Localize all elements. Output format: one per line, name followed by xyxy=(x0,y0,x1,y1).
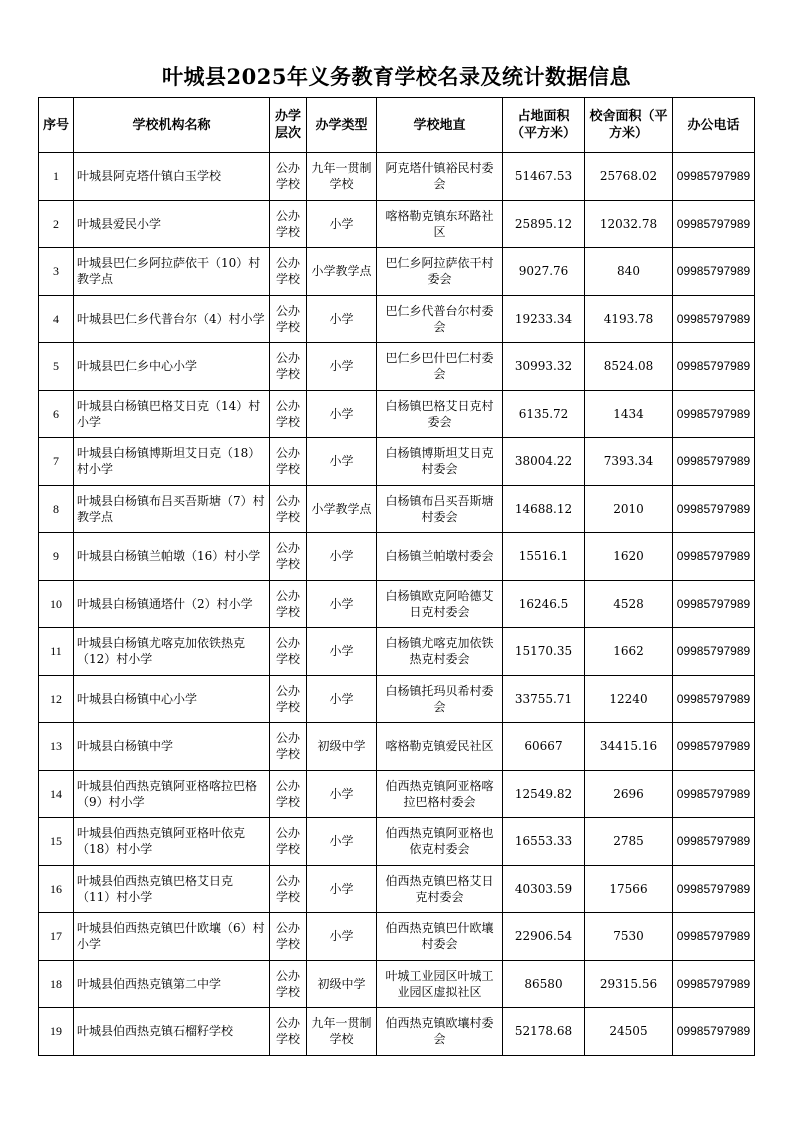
cell-phone: 09985797989 xyxy=(673,770,755,818)
table-row xyxy=(39,390,755,438)
cell-address: 白杨镇博斯坦艾日克村委会 xyxy=(377,438,503,486)
cell-index: 11 xyxy=(39,628,74,676)
cell-address: 白杨镇巴格艾日克村委会 xyxy=(377,390,503,438)
cell-level: 公办学校 xyxy=(270,723,307,771)
cell-address: 巴仁乡巴什巴仁村委会 xyxy=(377,343,503,391)
cell-index: 3 xyxy=(39,248,74,296)
cell-type: 初级中学 xyxy=(307,723,377,771)
page-title: 叶城县2025年义务教育学校名录及统计数据信息 xyxy=(162,64,631,89)
cell-level: 公办学校 xyxy=(270,485,307,533)
cell-level: 公办学校 xyxy=(270,153,307,201)
table-row xyxy=(39,343,755,391)
cell-address: 阿克塔什镇裕民村委会 xyxy=(377,153,503,201)
cell-type: 小学 xyxy=(307,580,377,628)
cell-level: 公办学校 xyxy=(270,248,307,296)
table-row xyxy=(39,438,755,486)
cell-level: 公办学校 xyxy=(270,200,307,248)
table-row xyxy=(39,153,755,201)
cell-building-area: 17566 xyxy=(585,865,673,913)
table-row xyxy=(39,295,755,343)
cell-index: 18 xyxy=(39,960,74,1008)
cell-address: 喀格勒克镇爱民社区 xyxy=(377,723,503,771)
cell-type: 小学 xyxy=(307,865,377,913)
cell-phone: 09985797989 xyxy=(673,960,755,1008)
cell-type: 小学 xyxy=(307,533,377,581)
cell-address: 白杨镇尤喀克加依铁热克村委会 xyxy=(377,628,503,676)
cell-phone: 09985797989 xyxy=(673,248,755,296)
cell-phone: 09985797989 xyxy=(673,1008,755,1056)
cell-address: 白杨镇兰帕墩村委会 xyxy=(377,533,503,581)
cell-school-name: 叶城县巴仁乡代普台尔（4）村小学 xyxy=(74,295,270,343)
cell-index: 13 xyxy=(39,723,74,771)
cell-school-name: 叶城县伯西热克镇巴格艾日克（11）村小学 xyxy=(74,865,270,913)
cell-land-area: 40303.59 xyxy=(503,865,585,913)
cell-phone: 09985797989 xyxy=(673,628,755,676)
cell-type: 小学 xyxy=(307,628,377,676)
cell-school-name: 叶城县巴仁乡阿拉萨依干（10）村教学点 xyxy=(74,248,270,296)
cell-phone: 09985797989 xyxy=(673,865,755,913)
cell-index: 16 xyxy=(39,865,74,913)
cell-school-name: 叶城县爱民小学 xyxy=(74,200,270,248)
table-row xyxy=(39,485,755,533)
cell-address: 白杨镇托玛贝希村委会 xyxy=(377,675,503,723)
cell-phone: 09985797989 xyxy=(673,723,755,771)
table-row xyxy=(39,248,755,296)
cell-index: 8 xyxy=(39,485,74,533)
cell-land-area: 14688.12 xyxy=(503,485,585,533)
cell-phone: 09985797989 xyxy=(673,295,755,343)
header-row xyxy=(39,98,755,153)
cell-index: 12 xyxy=(39,675,74,723)
cell-building-area: 1620 xyxy=(585,533,673,581)
cell-school-name: 叶城县巴仁乡中心小学 xyxy=(74,343,270,391)
cell-school-name: 叶城县伯西热克镇阿亚格叶依克（18）村小学 xyxy=(74,818,270,866)
cell-address: 伯西热克镇巴什欧壤村委会 xyxy=(377,913,503,961)
cell-school-name: 叶城县伯西热克镇石榴籽学校 xyxy=(74,1008,270,1056)
cell-index: 2 xyxy=(39,200,74,248)
cell-building-area: 2696 xyxy=(585,770,673,818)
cell-phone: 09985797989 xyxy=(673,343,755,391)
cell-land-area: 16246.5 xyxy=(503,580,585,628)
cell-school-name: 叶城县白杨镇中学 xyxy=(74,723,270,771)
header-address: 学校地直 xyxy=(377,98,503,153)
cell-building-area: 4193.78 xyxy=(585,295,673,343)
header-phone: 办公电话 xyxy=(673,98,755,153)
cell-school-name: 叶城县白杨镇巴格艾日克（14）村小学 xyxy=(74,390,270,438)
cell-building-area: 12240 xyxy=(585,675,673,723)
table-row xyxy=(39,628,755,676)
cell-land-area: 15170.35 xyxy=(503,628,585,676)
cell-building-area: 1434 xyxy=(585,390,673,438)
cell-level: 公办学校 xyxy=(270,580,307,628)
cell-index: 5 xyxy=(39,343,74,391)
cell-level: 公办学校 xyxy=(270,628,307,676)
cell-level: 公办学校 xyxy=(270,770,307,818)
header-index: 序号 xyxy=(39,98,74,153)
cell-land-area: 6135.72 xyxy=(503,390,585,438)
cell-land-area: 60667 xyxy=(503,723,585,771)
cell-index: 14 xyxy=(39,770,74,818)
cell-level: 公办学校 xyxy=(270,533,307,581)
header-type: 办学类型 xyxy=(307,98,377,153)
cell-building-area: 2010 xyxy=(585,485,673,533)
cell-building-area: 2785 xyxy=(585,818,673,866)
table-row xyxy=(39,960,755,1008)
cell-land-area: 30993.32 xyxy=(503,343,585,391)
cell-building-area: 1662 xyxy=(585,628,673,676)
cell-building-area: 25768.02 xyxy=(585,153,673,201)
cell-school-name: 叶城县伯西热克镇第二中学 xyxy=(74,960,270,1008)
cell-building-area: 34415.16 xyxy=(585,723,673,771)
cell-school-name: 叶城县阿克塔什镇白玉学校 xyxy=(74,153,270,201)
cell-land-area: 15516.1 xyxy=(503,533,585,581)
cell-index: 19 xyxy=(39,1008,74,1056)
cell-building-area: 12032.78 xyxy=(585,200,673,248)
cell-type: 小学 xyxy=(307,913,377,961)
cell-type: 小学 xyxy=(307,438,377,486)
cell-address: 叶城工业园区叶城工业园区虚拟社区 xyxy=(377,960,503,1008)
cell-type: 小学 xyxy=(307,390,377,438)
table-row xyxy=(39,1008,755,1056)
cell-index: 1 xyxy=(39,153,74,201)
cell-school-name: 叶城县白杨镇兰帕墩（16）村小学 xyxy=(74,533,270,581)
cell-type: 初级中学 xyxy=(307,960,377,1008)
cell-land-area: 25895.12 xyxy=(503,200,585,248)
cell-address: 巴仁乡阿拉萨依干村委会 xyxy=(377,248,503,296)
cell-school-name: 叶城县伯西热克镇巴什欧壤（6）村小学 xyxy=(74,913,270,961)
cell-school-name: 叶城县伯西热克镇阿亚格喀拉巴格（9）村小学 xyxy=(74,770,270,818)
cell-address: 伯西热克镇巴格艾日克村委会 xyxy=(377,865,503,913)
cell-level: 公办学校 xyxy=(270,438,307,486)
cell-address: 巴仁乡代普台尔村委会 xyxy=(377,295,503,343)
cell-index: 9 xyxy=(39,533,74,581)
cell-land-area: 86580 xyxy=(503,960,585,1008)
cell-land-area: 19233.34 xyxy=(503,295,585,343)
cell-level: 公办学校 xyxy=(270,390,307,438)
cell-index: 6 xyxy=(39,390,74,438)
cell-index: 10 xyxy=(39,580,74,628)
cell-land-area: 52178.68 xyxy=(503,1008,585,1056)
table-row xyxy=(39,533,755,581)
cell-level: 公办学校 xyxy=(270,818,307,866)
cell-phone: 09985797989 xyxy=(673,580,755,628)
header-land-area: 占地面积（平方米） xyxy=(503,98,585,153)
cell-address: 伯西热克镇阿亚格喀拉巴格村委会 xyxy=(377,770,503,818)
school-table xyxy=(38,97,755,1056)
cell-land-area: 16553.33 xyxy=(503,818,585,866)
cell-level: 公办学校 xyxy=(270,295,307,343)
table-row xyxy=(39,723,755,771)
cell-land-area: 9027.76 xyxy=(503,248,585,296)
cell-phone: 09985797989 xyxy=(673,438,755,486)
cell-address: 伯西热克镇阿亚格也依克村委会 xyxy=(377,818,503,866)
cell-type: 小学教学点 xyxy=(307,485,377,533)
cell-type: 小学 xyxy=(307,343,377,391)
cell-land-area: 22906.54 xyxy=(503,913,585,961)
cell-type: 小学 xyxy=(307,675,377,723)
cell-building-area: 840 xyxy=(585,248,673,296)
cell-phone: 09985797989 xyxy=(673,675,755,723)
cell-school-name: 叶城县白杨镇中心小学 xyxy=(74,675,270,723)
cell-phone: 09985797989 xyxy=(673,153,755,201)
header-building-area: 校舍面积（平方米） xyxy=(585,98,673,153)
table-row xyxy=(39,770,755,818)
cell-phone: 09985797989 xyxy=(673,200,755,248)
cell-type: 小学 xyxy=(307,818,377,866)
cell-level: 公办学校 xyxy=(270,343,307,391)
cell-type: 小学 xyxy=(307,295,377,343)
table-row xyxy=(39,818,755,866)
cell-building-area: 24505 xyxy=(585,1008,673,1056)
cell-type: 小学教学点 xyxy=(307,248,377,296)
cell-level: 公办学校 xyxy=(270,960,307,1008)
cell-building-area: 4528 xyxy=(585,580,673,628)
table-row xyxy=(39,913,755,961)
cell-phone: 09985797989 xyxy=(673,533,755,581)
cell-land-area: 33755.71 xyxy=(503,675,585,723)
cell-address: 伯西热克镇欧壤村委会 xyxy=(377,1008,503,1056)
cell-school-name: 叶城县白杨镇通塔什（2）村小学 xyxy=(74,580,270,628)
cell-level: 公办学校 xyxy=(270,675,307,723)
cell-level: 公办学校 xyxy=(270,1008,307,1056)
cell-building-area: 7393.34 xyxy=(585,438,673,486)
cell-building-area: 8524.08 xyxy=(585,343,673,391)
cell-school-name: 叶城县白杨镇博斯坦艾日克（18）村小学 xyxy=(74,438,270,486)
cell-school-name: 叶城县白杨镇布吕买吾斯塘（7）村教学点 xyxy=(74,485,270,533)
cell-index: 17 xyxy=(39,913,74,961)
cell-phone: 09985797989 xyxy=(673,818,755,866)
cell-building-area: 7530 xyxy=(585,913,673,961)
cell-type: 小学 xyxy=(307,770,377,818)
cell-type: 小学 xyxy=(307,200,377,248)
table-row xyxy=(39,865,755,913)
cell-phone: 09985797989 xyxy=(673,390,755,438)
cell-type: 九年一贯制学校 xyxy=(307,1008,377,1056)
cell-address: 喀格勒克镇东环路社区 xyxy=(377,200,503,248)
table-row xyxy=(39,580,755,628)
table-row xyxy=(39,200,755,248)
cell-phone: 09985797989 xyxy=(673,485,755,533)
cell-phone: 09985797989 xyxy=(673,913,755,961)
cell-school-name: 叶城县白杨镇尤喀克加依铁热克（12）村小学 xyxy=(74,628,270,676)
table-body xyxy=(39,153,755,1056)
cell-building-area: 29315.56 xyxy=(585,960,673,1008)
cell-index: 7 xyxy=(39,438,74,486)
header-level: 办学层次 xyxy=(270,98,307,153)
cell-land-area: 51467.53 xyxy=(503,153,585,201)
cell-address: 白杨镇欧克阿哈德艾日克村委会 xyxy=(377,580,503,628)
cell-land-area: 38004.22 xyxy=(503,438,585,486)
cell-level: 公办学校 xyxy=(270,865,307,913)
cell-address: 白杨镇布吕买吾斯塘村委会 xyxy=(377,485,503,533)
cell-index: 15 xyxy=(39,818,74,866)
cell-land-area: 12549.82 xyxy=(503,770,585,818)
cell-type: 九年一贯制学校 xyxy=(307,153,377,201)
table-row xyxy=(39,675,755,723)
header-name: 学校机构名称 xyxy=(74,98,270,153)
cell-index: 4 xyxy=(39,295,74,343)
cell-level: 公办学校 xyxy=(270,913,307,961)
